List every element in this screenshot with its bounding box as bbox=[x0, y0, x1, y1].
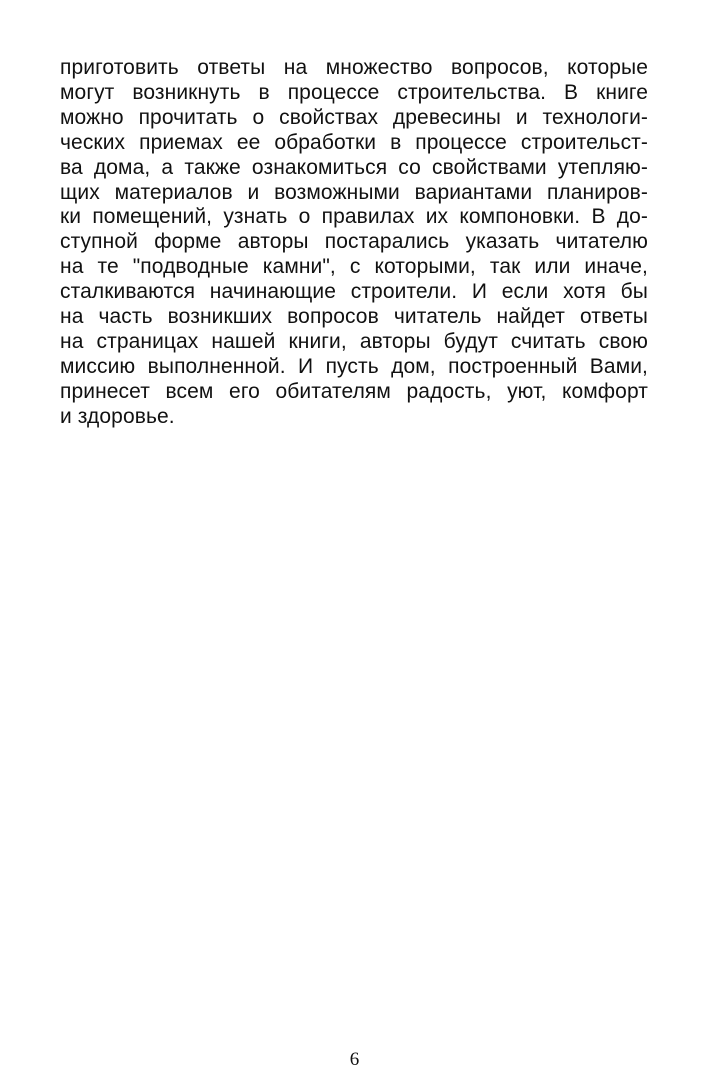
text-line: могут возникнуть в процессе строительства. В книге bbox=[60, 80, 648, 104]
text-line: приготовить ответы на множество вопросов, которые bbox=[60, 56, 648, 79]
text-line: ва дома, а также ознакомиться со свойствами утепляю- bbox=[60, 155, 648, 179]
text-line: на часть возникших вопросов читатель найдет ответы bbox=[60, 305, 648, 329]
text-line: миссию выполненной. И пусть дом, построенный Вами, bbox=[60, 354, 648, 378]
page-number: 6 bbox=[349, 1049, 360, 1070]
text-line: на те "подводные камни", с которыми, так или иначе, bbox=[60, 255, 648, 279]
text-line: можно прочитать о свойствах древесины и технологи- bbox=[60, 105, 648, 129]
text-line: ки помещений, узнать о правилах их компоновки. В до- bbox=[60, 205, 648, 229]
text-line: ступной форме авторы постарались указать читателю bbox=[60, 230, 648, 254]
text-line: принесет всем его обитателям радость, уют, комфорт bbox=[60, 379, 648, 403]
text-line: на страницах нашей книги, авторы будут считать свою bbox=[60, 329, 648, 353]
text-line: ческих приемах ее обработки в процессе строительст- bbox=[60, 130, 648, 154]
text-line: сталкиваются начинающие строители. И если хотя бы bbox=[60, 280, 648, 304]
text-line-last: и здоровье. bbox=[60, 404, 175, 428]
text-line: щих материалов и возможными вариантами планиров- bbox=[60, 180, 648, 204]
body-text bbox=[60, 56, 648, 430]
